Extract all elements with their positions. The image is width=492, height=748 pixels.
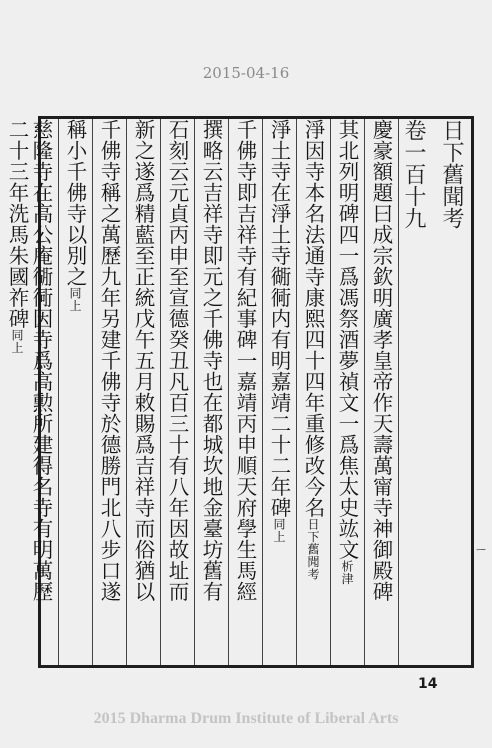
text-column [92,119,126,665]
column-note: 同上 [68,287,82,312]
column-main-text: 撰略云吉祥寺即元之千佛寺也在都城坎地金臺坊舊有 [199,119,223,602]
text-column [262,119,296,665]
page-header: 日下舊聞考 卷一百十九 [401,119,464,229]
text-column [296,119,330,665]
text-column [0,119,34,665]
column-main-text: 淨因寺本名法通寺康熙四十四年重修改今名 [301,119,325,518]
edge-mark: ㄧ [474,543,488,559]
text-column [194,119,228,665]
watermark: 2015 Dharma Drum Institute of Liberal Arts [93,710,399,727]
page-number: 14 [418,676,438,692]
column-note: 同上 [10,329,24,354]
text-column [58,119,92,665]
column-main-text: 慶豪額題曰成宗欽明廣孝皇帝作天壽萬甯寺神御殿碑 [369,119,393,602]
text-column [330,119,364,665]
column-main-text: 淨土寺在淨土寺衚衕内有明嘉靖二十二年碑 [267,119,291,518]
column-main-text: 石刻云元貞丙申至宣德癸丑凡百三十有八年因故址而 [165,119,189,602]
column-note: 析津 [340,560,354,585]
column-main-text: 二十三年洗馬朱國祚碑 [5,119,29,329]
column-rule [398,119,399,665]
column-main-text: 千佛寺即吉祥寺有紀事碑一嘉靖丙申順天府學生馬經 [233,119,257,602]
column-main-text: 稱小千佛寺以別之 [63,119,87,287]
column-main-text: 其北列明碑四一爲馮祭酒夢禎文一爲焦太史竑文 [335,119,359,560]
column-note: 同上 [272,518,286,543]
text-column [126,119,160,665]
date-stamp: 2015-04-16 [202,64,290,82]
column-main-text: 新之遂爲精藍至正統戊午五月敕賜爲吉祥寺而俗猶以 [131,119,155,602]
column-note: 日下舊聞考 [306,518,320,581]
column-main-text: 千佛寺稱之萬歷九年另建千佛寺於德勝門北八步口遂 [97,119,121,602]
text-column [228,119,262,665]
text-column [364,119,398,665]
column-main-text: 慈隆寺在高公庵衚衕因寺爲高勲所建得名寺有明萬歷 [29,119,53,602]
text-column [160,119,194,665]
